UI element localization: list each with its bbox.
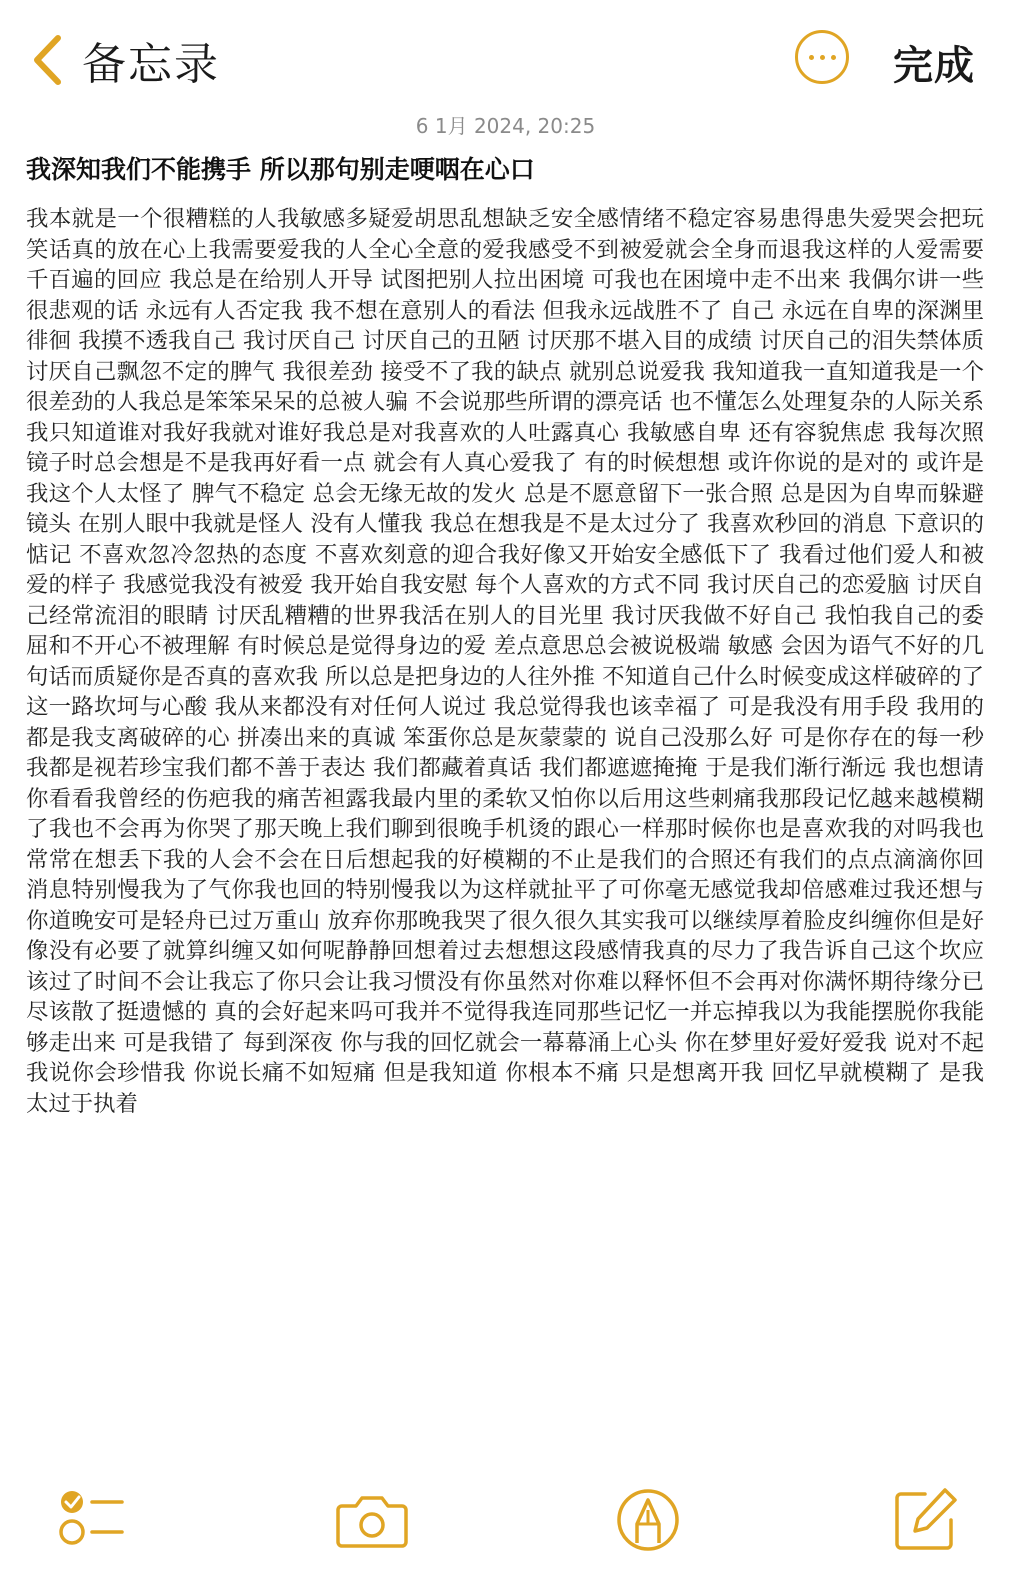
- back-button-label: 备忘录: [82, 39, 220, 90]
- markup-button[interactable]: [608, 1480, 688, 1560]
- checklist-button[interactable]: [52, 1480, 132, 1560]
- compose-icon: [885, 1480, 965, 1560]
- more-options-button[interactable]: [795, 30, 849, 84]
- navigation-bar: [0, 0, 1011, 120]
- camera-button[interactable]: [332, 1480, 412, 1560]
- compose-button[interactable]: [885, 1480, 965, 1560]
- checklist-icon: [52, 1480, 132, 1560]
- note-timestamp: 6 1月 2024, 20:25: [415, 114, 596, 138]
- back-button[interactable]: [30, 28, 220, 92]
- ellipsis-icon: [809, 55, 836, 60]
- note-title[interactable]: 我深知我们不能携手 所以那句别走哽咽在心口: [26, 155, 535, 184]
- chevron-left-icon: [30, 34, 64, 86]
- note-body[interactable]: 我本就是一个很糟糕的人我敏感多疑爱胡思乱想缺乏安全感情绪不稳定容易患得患失爱哭会把玩笑话真的放在心上我需要爱我的人全心全意的爱我感受不到被爱就会全身而退我这样的人爱需要千百遍的回应 我总是在给别人开导 试图把别人拉出困境 可我也在困境中走不出来 我偶尔讲一些很悲观的话 永远有人否定我 我不想在意别人的看法 但我永远战胜不了 自己 永远在自卑的深渊里徘徊 我摸不透我自己 我讨厌自己 讨厌自己的丑陋 讨厌那不堪入目的成绩 讨厌自己的泪失禁体质 讨厌自己飘忽不定的脾气 我很差劲 接受不了我的缺点 就别总说爱我 我知道我一直知道我是一个很差劲的人我总是笨笨呆呆的总被人骗 不会说那些所谓的漂亮话 也不懂怎么处理复杂的人际关系我只知道谁对我好我就对谁好我总是对我喜欢的人吐露真心 我敏感自卑 还有容貌焦虑 我每次照镜子时总会想是不是我再好看一点 就会有人真心爱我了 有的时候想想 或许你说的是对的 或许是我这个人太怪了 脾气不稳定 总会无缘无故的发火 总是不愿意留下一张合照 总是因为自卑而躲避镜头 在别人眼中我就是怪人 没有人懂我 我总在想我是不是太过分了 我喜欢秒回的消息 下意识的惦记 不喜欢忽冷忽热的态度 不喜欢刻意的迎合我好像又开始安全感低下了 我看过他们爱人和被爱的样子 我感觉我没有被爱 我开始自我安慰 每个人喜欢的方式不同 我讨厌自己的恋爱脑 讨厌自己经常流泪的眼睛 讨厌乱糟糟的世界我活在别人的目光里 我讨厌我做不好自己 我怕我自己的委屈和不开心不被理解 有时候总是觉得身边的爱 差点意思总会被说极端 敏感 会因为语气不好的几句话而质疑你是否真的喜欢我 所以总是把身边的人往外推 不知道自己什么时候变成这样破碎的了 这一路坎坷与心酸 我从来都没有对任何人说过 我总觉得我也该幸福了 可是我没有用手段 我用的都是我支离破碎的心 拼凑出来的真诚 笨蛋你总是灰蒙蒙的 说自己没那么好 可是你存在的每一秒 我都是视若珍宝我们都不善于表达 我们都藏着真话 我们都遮遮掩掩 于是我们渐行渐远 我也想请你看看我曾经的伤疤我的痛苦袒露我最内里的柔软又怕你以后用这些刺痛我那段记忆越来越模糊了我也不会再为你哭了那天晚上我们聊到很晚手机烫的跟心一样那时候你也是喜欢我的对吗我也常常在想丢下我的人会不会在日后想起我的好模糊的不止是我们的合照还有我们的点点滴滴你回消息特别慢我为了气你我也回的特别慢我以为这样就扯平了可你毫无感觉我却倍感难过我还想与你道晚安可是轻舟已过万重山 放弃你那晚我哭了很久很久其实我可以继续厚着脸皮纠缠你但是好像没有必要了就算纠缠又如何呢静静回想着过去想想这段感情我真的尽力了我告诉自己这个坎应该过了时间不会让我忘了你只会让我习惯没有你虽然对你难以释怀但不会再对你满怀期待缘分已尽该散了挺遗憾的 真的会好起来吗可我并不觉得我连同那些记忆一并忘掉我以为我能摆脱你我能够走出来 可是我错了 每到深夜 你与我的回忆就会一幕幕涌上心头 你在梦里好爱好爱我 说对不起我说你会珍惜我 你说长痛不如短痛 但是我知道 你根本不痛 只是想离开我 回忆早就模糊了 是我太过于执着: [26, 206, 984, 1117]
- done-button[interactable]: 完成: [893, 43, 975, 89]
- bottom-toolbar: [0, 1480, 1011, 1570]
- camera-icon: [332, 1480, 412, 1560]
- pen-icon: [608, 1480, 688, 1560]
